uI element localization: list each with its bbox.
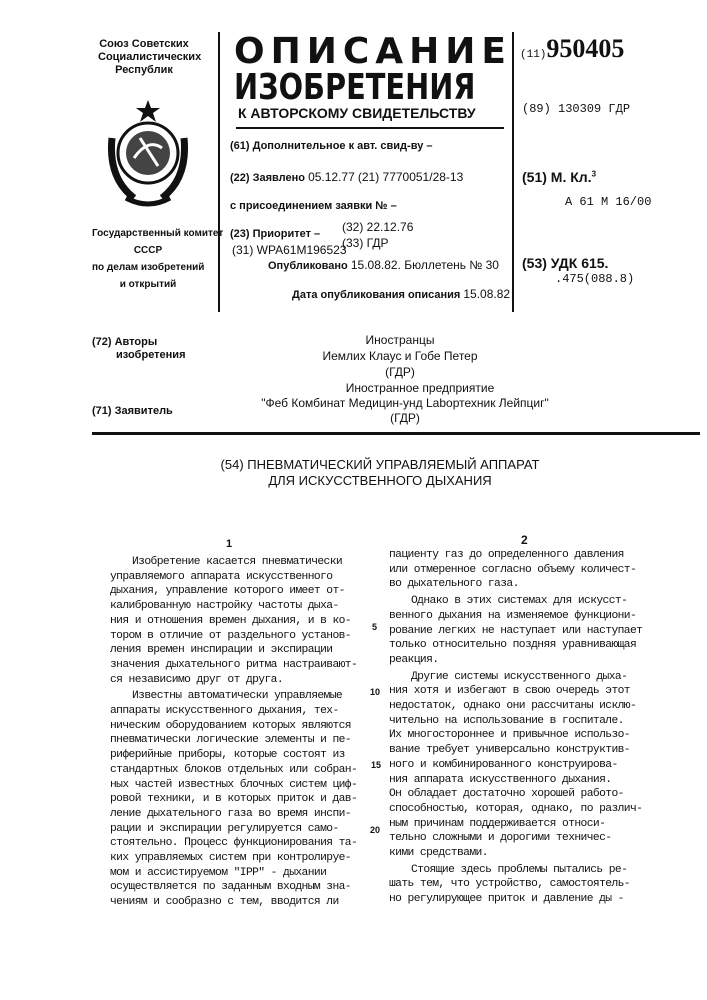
text-line: дыхания, управление которого имеет от-	[110, 584, 357, 599]
text-line: Стоящие здесь проблемы пытались ре-	[389, 863, 642, 878]
text-line: ническим оборудованием которых являются	[110, 719, 357, 734]
text-line: только относительно поздняя уравнивающая	[389, 638, 642, 653]
text-line: кими средствами.	[389, 846, 642, 861]
udc-continued: .475(088.8)	[555, 272, 634, 286]
paragraph	[110, 555, 357, 687]
column-number-2: 2	[521, 533, 528, 547]
text-line: Их многостороннее и привычное использо-	[389, 728, 642, 743]
field-31: (31) WPA61M196523	[232, 243, 347, 257]
ipc-class: А 61 М 16/00	[565, 195, 651, 209]
text-line: ление дыхательного газа во время инспи-	[110, 807, 357, 822]
text-line: ровой техники, и в которых приток и дав-	[110, 792, 357, 807]
field-22-label: (22) Заявлено	[230, 172, 305, 184]
text-line: способностью, которая, однако, по различ-	[389, 802, 642, 817]
field-51-label: (51) М. Кл.	[522, 169, 592, 185]
text-line: ся независимо друг от друга.	[110, 673, 357, 688]
field-89: (89) 130309 ГДР	[522, 102, 630, 116]
text-line: калиброванную настройку частоты дыха-	[110, 599, 357, 614]
paragraph	[389, 548, 642, 592]
paragraph	[389, 594, 642, 668]
committee-line: СССР	[92, 242, 204, 259]
text-line: ния и отношения времен дыхания, и в ко-	[110, 614, 357, 629]
text-line: рование легких не наступает или наступает	[389, 624, 642, 639]
line-number: 15	[371, 760, 381, 770]
addition-field: с присоединением заявки № –	[230, 200, 397, 212]
field-23: (23) Приоритет –	[230, 228, 320, 240]
field-22-value: 05.12.77	[308, 170, 355, 184]
text-line: ным причинам поддерживается относи-	[389, 817, 642, 832]
published	[268, 258, 499, 272]
authors-label-line: изобретения	[92, 349, 186, 362]
line-number: 5	[372, 622, 377, 632]
divider-left	[218, 32, 220, 312]
description-date	[292, 287, 510, 301]
authors-line: Иемлих Клаус и Гобе Петер	[290, 348, 510, 364]
text-line: недостаток, однако они рассчитаны исклю-	[389, 699, 642, 714]
text-line: ного и комбинированного конструирова-	[389, 758, 642, 773]
paragraph	[110, 689, 357, 910]
text-line: ния хотя и избегают в свою очередь этот	[389, 684, 642, 699]
text-line: или отмеренное согласно объему количест-	[389, 563, 642, 578]
published-value: 15.08.82. Бюллетень № 30	[351, 258, 499, 272]
right-column	[389, 548, 642, 909]
authors-label-line: (72) Авторы	[92, 336, 186, 349]
field-53: (53) УДК 615.	[522, 255, 608, 271]
invention-title-line: (54) ПНЕВМАТИЧЕСКИЙ УПРАВЛЯЕМЫЙ АППАРАТ	[180, 457, 580, 473]
text-line: чениям и сообразно с тем, вводится ли	[110, 895, 357, 910]
invention-title	[180, 457, 580, 489]
paragraph	[389, 670, 642, 861]
authors-line: (ГДР)	[290, 364, 510, 380]
text-line: Изобретение касается пневматически	[110, 555, 357, 570]
authors	[290, 332, 510, 380]
text-line: венного дыхания на изменяемое функциони-	[389, 609, 642, 624]
authors-label	[92, 336, 186, 362]
committee-line: Государственный комитет	[92, 225, 204, 242]
text-line: управляемого аппарата искусственного	[110, 570, 357, 585]
line-number: 10	[370, 687, 380, 697]
text-line: осуществляется по заданным входным зна-	[110, 880, 357, 895]
text-line: Однако в этих системах для искусст-	[389, 594, 642, 609]
text-line: во дыхательного газа.	[389, 577, 642, 592]
union-name	[98, 38, 190, 77]
text-line: ления времен инспирации и экспирации	[110, 643, 357, 658]
applicant-line: (ГДР)	[240, 411, 570, 426]
description-date-value: 15.08.82	[463, 287, 510, 301]
line-number: 20	[370, 825, 380, 835]
field-22	[230, 170, 463, 184]
text-line: пневматически логические элементы и пе-	[110, 733, 357, 748]
applicant-line: "Феб Комбинат Медицин-унд Labортехник Лейпциг"	[240, 396, 570, 411]
section-divider	[92, 432, 700, 435]
description-date-label: Дата опубликования описания	[292, 289, 460, 301]
text-line: но регулирующее приток и давление ды -	[389, 892, 642, 907]
committee-line: по делам изобретений	[92, 259, 204, 276]
text-line: рации и экспирации регулируется само-	[110, 822, 357, 837]
applicant-line: Иностранное предприятие	[240, 381, 570, 396]
field-51-superscript: 3	[592, 169, 596, 178]
field-33: (33) ГДР	[342, 236, 389, 250]
text-line: мом и ассистируемом "IPP" - дыхании	[110, 866, 357, 881]
text-line: тором в отличие от раздельного установ-	[110, 629, 357, 644]
text-line: Он обладает достаточно хорошей работо-	[389, 787, 642, 802]
document-subtitle: К АВТОРСКОМУ СВИДЕТЕЛЬСТВУ	[238, 105, 476, 121]
union-line: Республик	[98, 64, 190, 77]
text-line: чительно на использование в госпитале.	[389, 714, 642, 729]
applicant	[240, 381, 570, 426]
field-51	[522, 169, 596, 185]
column-number-1: 1	[226, 538, 232, 550]
text-line: ния аппарата искусственного дыхания.	[389, 773, 642, 788]
text-line: стоятельно. Процесс функционирования та-	[110, 836, 357, 851]
text-line: реакция.	[389, 653, 642, 668]
invention-title-line: ДЛЯ ИСКУССТВЕННОГО ДЫХАНИЯ	[180, 473, 580, 489]
text-line: ких управляемых систем при контролируе-	[110, 851, 357, 866]
text-line: Известны автоматически управляемые	[110, 689, 357, 704]
union-line: Социалистических	[98, 51, 190, 64]
patent-code: (11)	[520, 49, 546, 61]
text-line: шать тем, что устройство, самостоятель-	[389, 877, 642, 892]
authors-line: Иностранцы	[290, 332, 510, 348]
text-line: Другие системы искусственного дыха-	[389, 670, 642, 685]
text-line: тельно сложными и дорогими техничес-	[389, 831, 642, 846]
ussr-emblem-icon	[104, 98, 192, 216]
document-title-2: ИЗОБРЕТЕНИЯ	[234, 70, 475, 106]
committee-line: и открытий	[92, 276, 204, 293]
patent-number-value: 950405	[546, 34, 624, 63]
left-column	[110, 555, 357, 912]
subtitle-underline	[236, 127, 504, 129]
text-line: пациенту газ до определенного давления	[389, 548, 642, 563]
field-32: (32) 22.12.76	[342, 220, 413, 234]
divider-right	[512, 32, 514, 312]
union-line: Союз Советских	[98, 38, 190, 51]
patent-number	[520, 34, 624, 64]
text-line: ных частей известных блочных систем циф-	[110, 778, 357, 793]
text-line: вание требует универсально конструктив-	[389, 743, 642, 758]
committee-name	[92, 225, 204, 293]
document-title: ОПИСАНИЕ	[234, 34, 512, 70]
text-line: значения дыхательного ритма настраивают-	[110, 658, 357, 673]
text-line: риферийные приборы, которые состоят из	[110, 748, 357, 763]
text-line: стандартных блоков отдельных или собран-	[110, 763, 357, 778]
published-label: Опубликовано	[268, 260, 348, 272]
text-line: аппараты искусственного дыхания, тех-	[110, 704, 357, 719]
paragraph	[389, 863, 642, 907]
field-21: (21) 7770051/28-13	[358, 170, 463, 184]
field-61: (61) Дополнительное к авт. свид-ву –	[230, 140, 432, 152]
applicant-label: (71) Заявитель	[92, 405, 173, 417]
